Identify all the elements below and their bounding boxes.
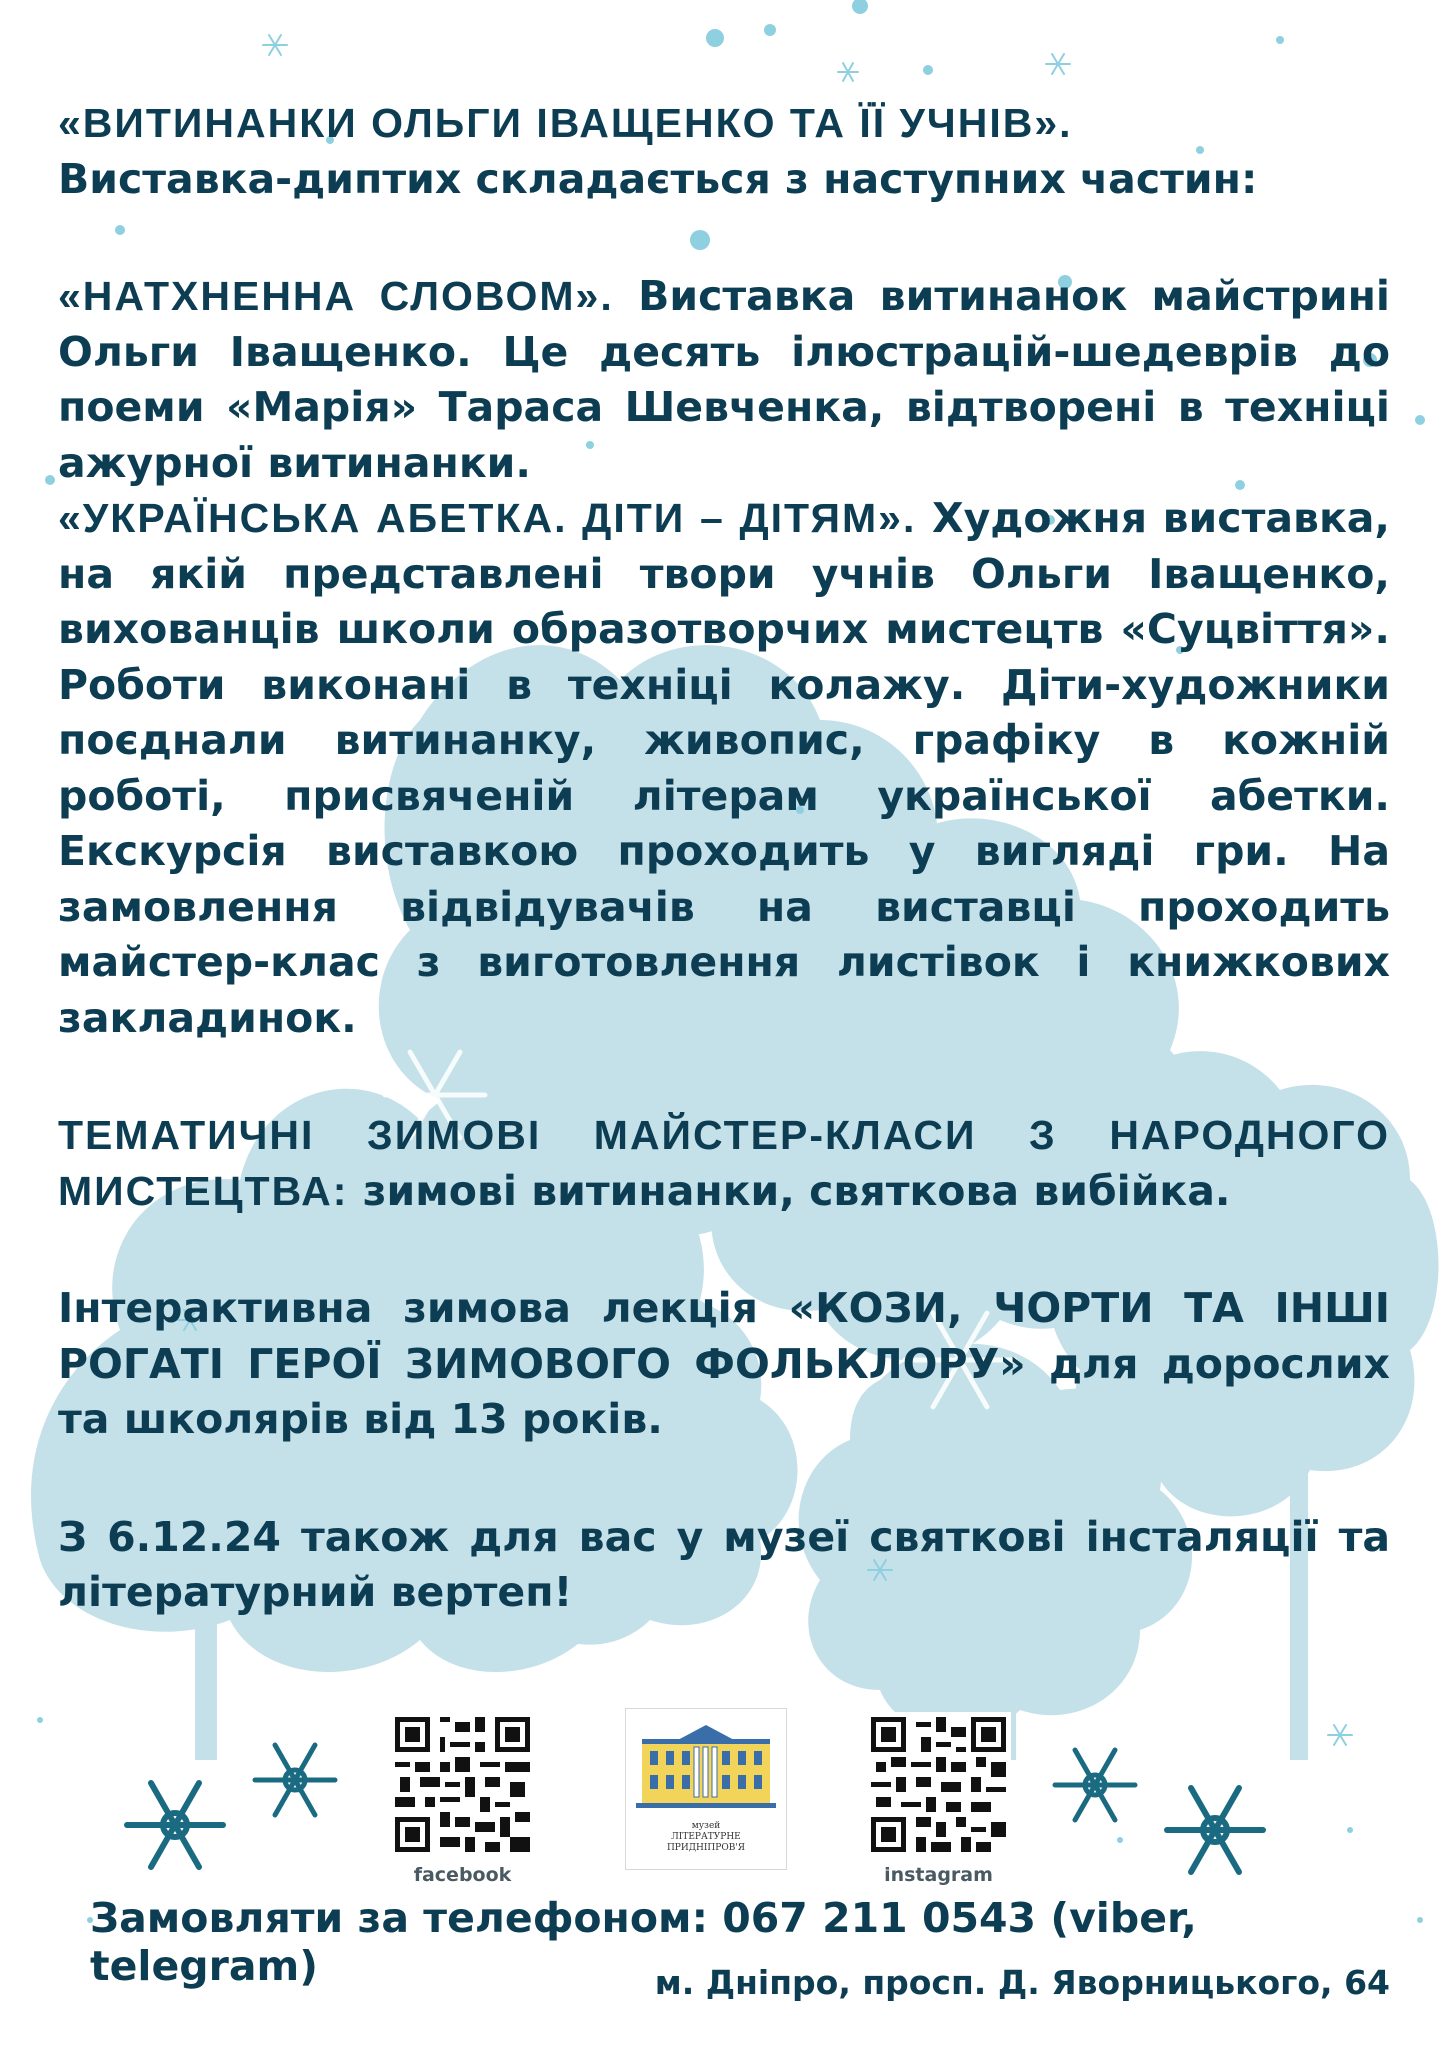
lecture-block — [58, 1281, 1390, 1448]
qr-label-instagram: instagram — [884, 1864, 993, 1886]
announcement-block — [58, 1510, 1390, 1621]
workshops-block — [58, 1108, 1390, 1219]
part2-title: «УКРАЇНСЬКА АБЕТКА. ДІТИ – ДІТЯМ». — [58, 495, 917, 541]
address-line: м. Дніпро, просп. Д. Яворницького, 64 — [654, 1963, 1390, 2002]
poster-content — [58, 96, 1390, 1621]
lecture-text: Інтерактивна зимова лекція «КОЗИ, ЧОРТИ ТА ІНШІ РОГАТІ ГЕРОЇ ЗИМОВОГО ФОЛЬКЛОРУ» для дорослих та школярів від 13 років. — [58, 1284, 1390, 1443]
announcement-text: З 6.12.24 також для вас у музеї святкові інсталяції та літературний вертеп! — [58, 1512, 1390, 1616]
part2-block — [58, 491, 1390, 1046]
logo-caption-3: ПРИДНІПРОВ'Я — [666, 1843, 746, 1853]
qr-label-facebook: facebook — [413, 1864, 512, 1886]
workshops-title: ТЕМАТИЧНІ ЗИМОВІ МАЙСТЕР-КЛАСИ З НАРОДНОГО МИСТЕЦТВА: — [58, 1112, 1390, 1214]
workshops-text: зимові витинанки, святкова вибійка. — [362, 1166, 1231, 1215]
museum-building-icon — [626, 1717, 786, 1827]
snowflake-icon — [1050, 1740, 1140, 1830]
phone-line: Замовляти за телефоном: 067 211 0543 (viber, telegram) — [90, 1894, 1197, 1990]
part2-text: Художня виставка, на якій представлені твори учнів Ольги Іващенко, вихованців школи образотворчих мистецтв «Суцвіття». Роботи виконані в техніці колажу. Діти-художники поєднали витинанку, живопис, графіку в кожній роботі, присвяченій літерам української абетки. Екскурсія виставкою проходить у вигляді гри. На замовлення відвідувачів на виставці проходить майстер-клас з виготовлення листівок і книжкових закладинок. — [58, 494, 1391, 1042]
snowflake-icon — [120, 1770, 230, 1880]
qr-code-icon[interactable] — [866, 1712, 1011, 1857]
exhibition-title-block — [58, 96, 1390, 207]
qr-code-icon[interactable] — [390, 1712, 535, 1857]
snowflake-icon — [250, 1735, 340, 1825]
exhibition-title: «ВИТИНАНКИ ОЛЬГИ ІВАЩЕНКО ТА ЇЇ УЧНІВ». — [58, 100, 1073, 146]
snowflake-icon — [1160, 1775, 1270, 1885]
museum-logo — [625, 1708, 787, 1870]
part1-block — [58, 269, 1390, 491]
part1-title: «НАТХНЕННА СЛОВОМ». — [58, 273, 614, 319]
logo-caption-2: ЛІТЕРАТУРНЕ — [671, 1832, 741, 1842]
logo-caption-1: музей — [691, 1821, 721, 1831]
exhibition-subtitle: Виставка-диптих складається з наступних частин: — [58, 154, 1258, 203]
part1-text: Виставка витинанок майстрині Ольги Іващенко. Це десять ілюстрацій-шедеврів до поеми «Марія» Тараса Шевченка, відтворені в техніці ажурної витинанки. — [58, 272, 1390, 487]
